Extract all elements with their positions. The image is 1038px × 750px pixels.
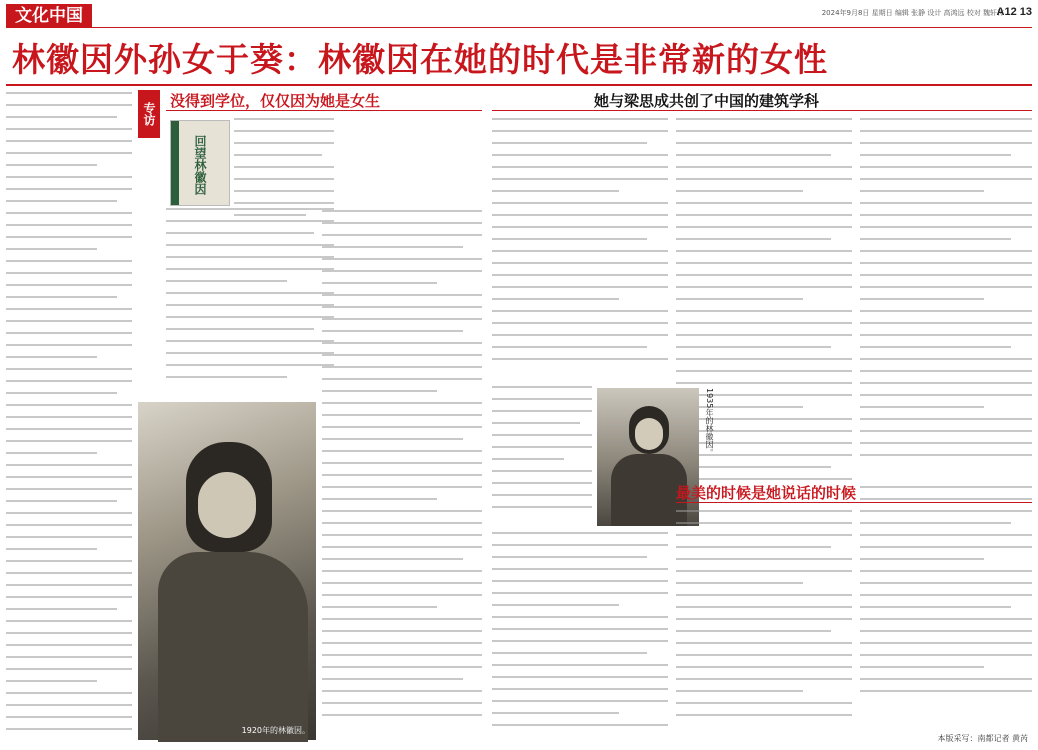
page-headline: 林徽因外孙女于葵：林徽因在她的时代是非常新的女性 — [12, 40, 828, 79]
masthead-rule — [92, 27, 1032, 28]
section-label: 文化中国 — [6, 4, 92, 28]
byline: 本版采写：南都记者 黄芮 — [937, 734, 1028, 743]
book-cover-title: 回望林徽因 — [193, 135, 207, 195]
portrait-photo-1935 — [597, 388, 699, 526]
page-number: A12 13 — [996, 6, 1032, 18]
body-text-column-2a — [166, 208, 334, 398]
body-text-column-6 — [860, 118, 1032, 478]
photo-caption-1: 1920年的林徽因。 — [241, 726, 310, 735]
book-spine — [171, 121, 179, 205]
portrait-photo-1920 — [138, 402, 316, 740]
issue-info: 2024年9月8日 星期日 编辑 张静 设计 高鸿远 校对 魏轩林 — [821, 9, 1004, 17]
section-2-rule — [492, 110, 1032, 111]
column-tag: 专访 — [138, 90, 160, 138]
section-3-title: 最美的时候是她说话的时候 — [676, 484, 857, 502]
photo-body — [158, 552, 308, 742]
body-text-column-5b — [676, 510, 852, 744]
photo2-face — [635, 418, 663, 450]
body-text-column-4c — [492, 532, 668, 744]
body-text-column-4b — [492, 386, 592, 522]
body-text-column-3 — [322, 210, 482, 740]
body-text-column-6b — [860, 486, 1032, 722]
book-cover-image — [170, 120, 230, 206]
body-text-column-1 — [6, 92, 132, 742]
body-text-column-4 — [492, 118, 668, 380]
headline-rule — [6, 84, 1032, 86]
photo-caption-2: 1935年的林徽因。 — [705, 388, 714, 457]
photo-face — [198, 472, 256, 538]
section-2-title: 她与梁思成共创了中国的建筑学科 — [594, 92, 820, 110]
section-1-rule — [166, 110, 482, 111]
section-1-title: 没得到学位，仅仅因为她是女生 — [170, 92, 381, 110]
